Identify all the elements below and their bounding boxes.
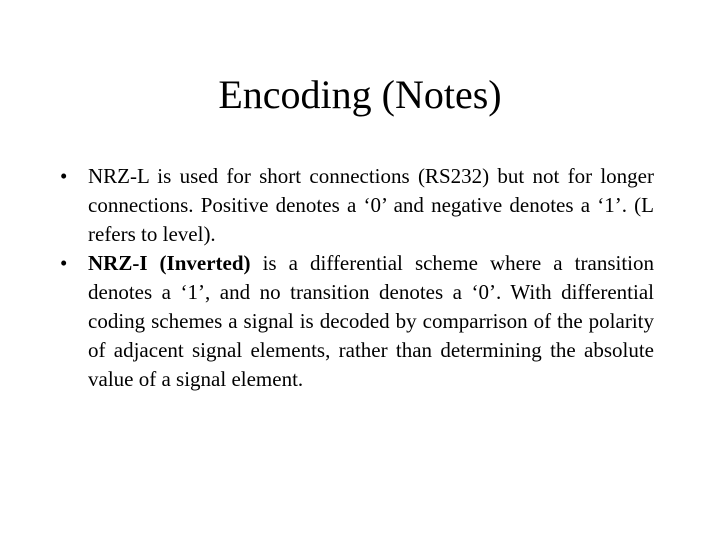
bullet-text: NRZ-L is used for short connections (RS232) but not for longer connections. Positive denotes a ‘0’ and negative denotes a ‘1’. (L refers to level). <box>88 164 654 246</box>
bullet-icon: • <box>60 251 68 275</box>
bullet-list <box>60 162 654 394</box>
bullet-text: is a differential scheme where a transition denotes a ‘1’, and no transition denotes a ‘0’. With differential coding schemes a signal is decoded by comparrison of the polarity of adjacent signal elements, rather than determining the absolute value of a signal element. <box>88 251 654 391</box>
slide-title: Encoding (Notes) <box>218 72 502 117</box>
bullet-item-nrz-l <box>60 162 654 249</box>
bullet-icon: • <box>60 164 68 188</box>
bullet-item-nrz-i <box>60 249 654 394</box>
bullet-term: NRZ-I (Inverted) <box>88 251 251 275</box>
